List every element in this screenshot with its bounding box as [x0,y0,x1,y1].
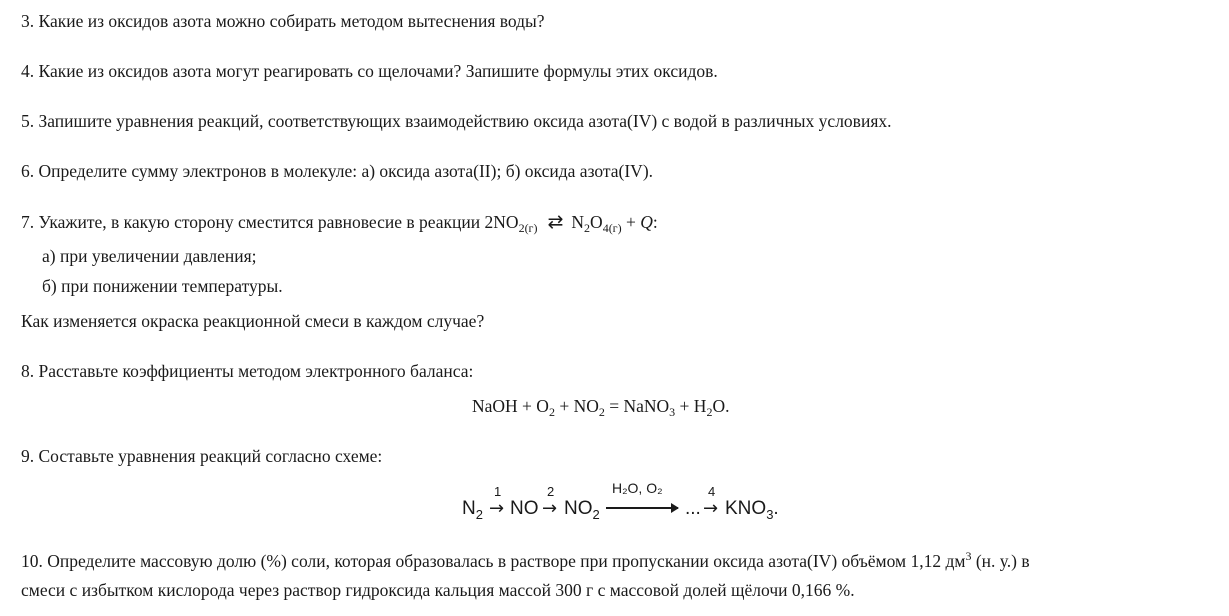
question-6: 6. Определите сумму электронов в молекуле: а) оксида азота(II); б) оксида азота(IV). [21,161,654,181]
scheme-condition: H₂O, O₂ [612,480,663,496]
scheme-step-4: 4 [708,484,716,499]
scheme-step-2: 2 [547,484,555,499]
long-right-arrow-icon [606,507,678,509]
question-8-equation: NaOH + $O_2 + NO_2$ = NaNO$_3$ + $H_2O$. [472,396,730,419]
reaction-scheme [460,478,800,524]
scheme-dots: ... [685,498,701,519]
question-10-line-2: смеси с избытком кислорода через раствор гидроксида кальция массой 300 г с массовой долей щёлочи 0,166 %. [21,580,855,600]
right-arrow-icon: → [703,498,719,519]
question-10-line-1: 10. Определите массовую долю (%) соли, которая образовалась в растворе при пропускании оксида азота(IV) объёмом 1,12 $дм^3$ (н. у.) в [21,549,1030,571]
right-arrow-icon: → [489,498,505,519]
scheme-kno3: $KNO_3$. [725,498,779,522]
scheme-n2: $N_2$ [462,498,483,522]
question-7-tail: Как изменяется окраска реакционной смеси в каждом случае? [21,311,485,331]
question-4: 4. Какие из оксидов азота могут реагировать со щелочами? Запишите формулы этих оксидов. [21,61,718,81]
question-7-text: 7. Укажите, в какую сторону сместится равновесие в реакции [21,212,481,232]
equilibrium-arrows-icon: ⇄ [547,211,564,233]
scheme-no: NO [510,498,539,519]
question-8: 8. Расставьте коэффициенты методом электронного баланса: [21,361,474,381]
equilibrium-equation: $2NO_{2(г)}$ ⇄ $N_2O_{4(г)} + Q$: [484,211,658,235]
scheme-step-1: 1 [494,484,502,499]
question-9: 9. Составьте уравнения реакций согласно схеме: [21,446,383,466]
question-7-option-b: б) при понижении температуры. [42,276,283,296]
right-arrow-icon: → [542,498,558,519]
question-7 [21,211,658,235]
question-5: 5. Запишите уравнения реакций, соответствующих взаимодействию оксида азота(IV) с водой в различных условиях. [21,111,892,131]
question-7-option-a: а) при увеличении давления; [42,246,257,266]
scheme-no2: $NO_2$ [564,498,600,522]
question-3: 3. Какие из оксидов азота можно собирать методом вытеснения воды? [21,11,545,31]
